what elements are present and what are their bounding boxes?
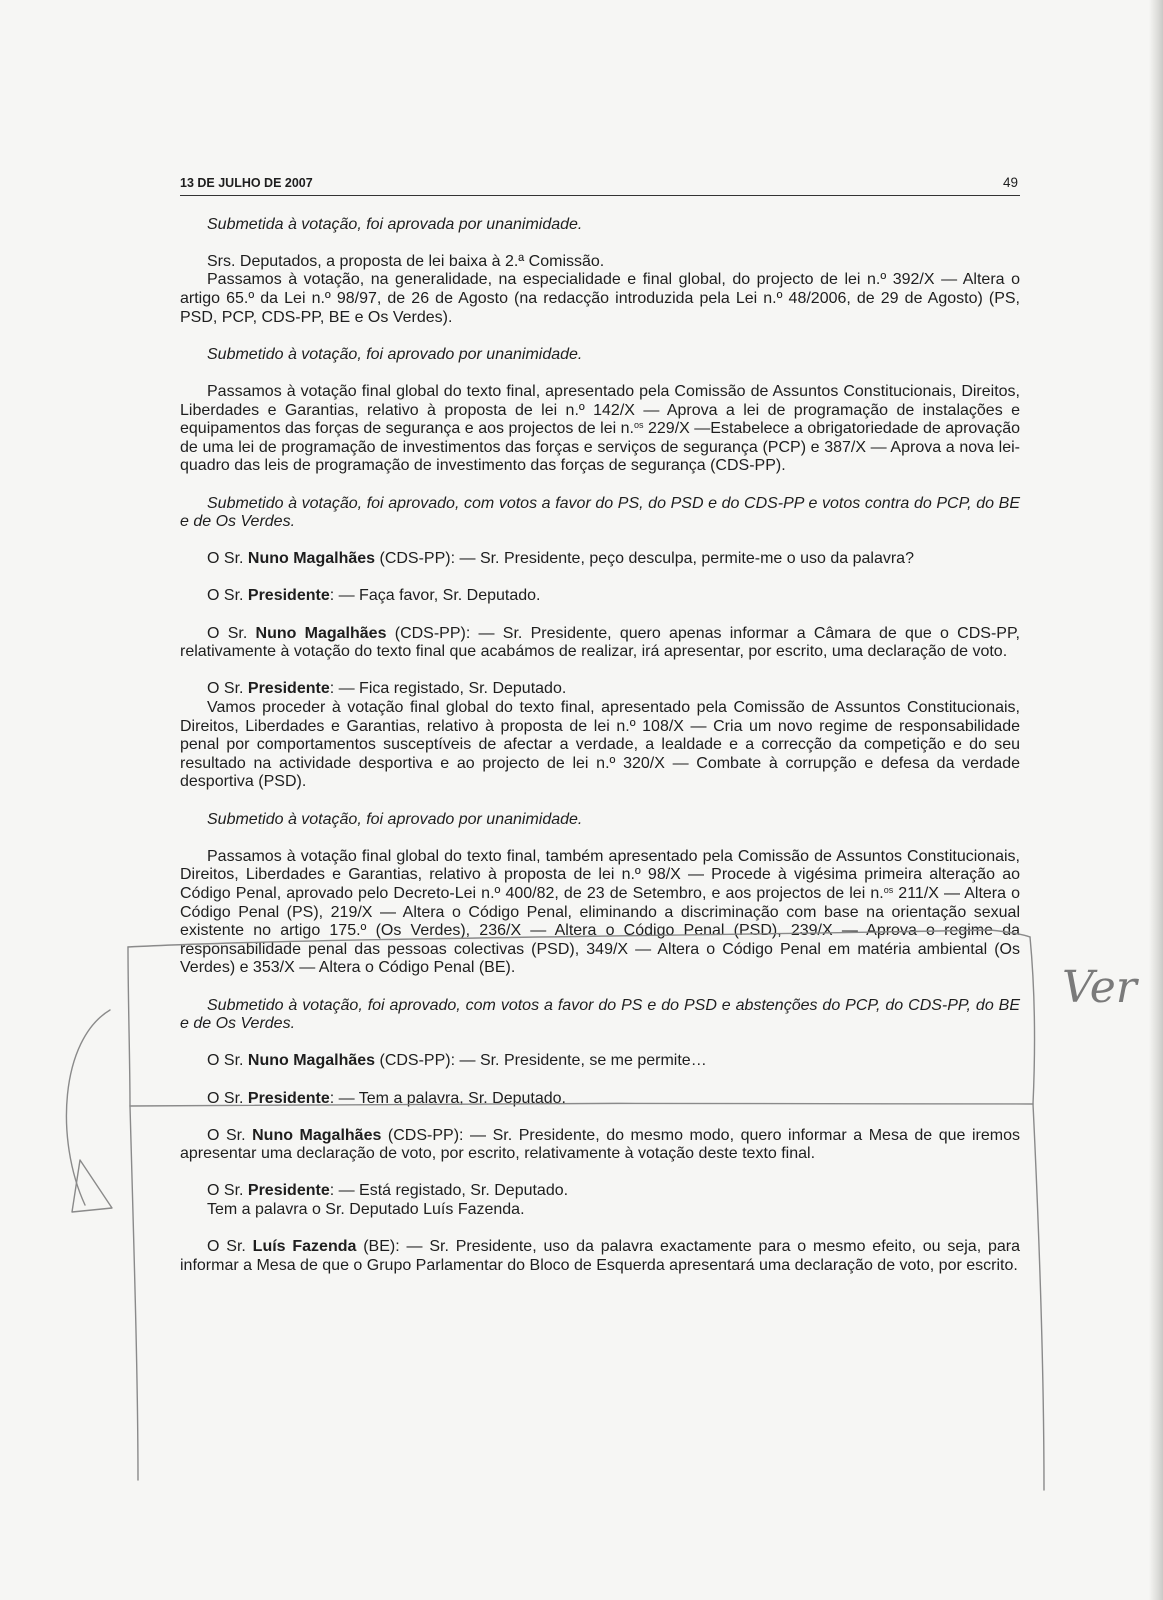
vote-result: Submetido à votação, foi aprovado, com votos a favor do PS e do PSD e abstenções do PCP, do CDS-PP, do BE e de Os Verdes. <box>180 996 1020 1033</box>
header-date: 13 DE JULHO DE 2007 <box>180 176 313 190</box>
superscript: os <box>883 884 894 895</box>
speech <box>180 625 1020 662</box>
page-header <box>180 174 1020 196</box>
speech-prefix: O Sr. <box>207 624 256 642</box>
speech <box>180 1127 1020 1164</box>
paragraph-text: 211/X — Altera o Código Penal (PS), 219/X — Altera o Código Penal, eliminando a discriminação com base na orientação sexual existente no artigo 175.º (Os Verdes), 236/X — Altera o Código Penal (PSD), 239/X — Aprova o regime da responsabilidade penal das pessoas colectivas (PSD), 349/X — Altera o Código Penal em matéria ambiental (Os Verdes) e 353/X — Altera o Código Penal (BE). <box>180 884 1021 977</box>
page-number: 49 <box>1002 175 1018 190</box>
speech <box>180 1182 1020 1201</box>
speaker-name: Presidente <box>247 1182 330 1200</box>
margin-note-ver: Ver <box>1062 962 1137 1013</box>
speaker-name: Presidente <box>247 587 330 605</box>
speaker-name: Nuno Magalhães <box>247 550 376 568</box>
speaker-name: Presidente <box>247 680 330 698</box>
margin-arrow-head <box>72 1160 112 1212</box>
speech-text: (CDS-PP): — Sr. Presidente, se me permite… <box>375 1052 707 1070</box>
speech <box>180 680 1020 699</box>
vote-result: Submetido à votação, foi aprovado por unanimidade. <box>207 345 583 363</box>
speech-prefix: O Sr. <box>207 1238 253 1256</box>
paragraph-text: 229/X —Estabelece a obrigatoriedade de aprovação de uma lei de programação de investimentos das forças e serviços de segurança (PCP) e 387/X — Aprova a nova lei-quadro das leis de programação de investimento das forças de segurança (CDS-PP). <box>180 420 1020 475</box>
speaker-name: Nuno Magalhães <box>247 1052 376 1070</box>
paragraph-text: Passamos à votação final global do texto final, também apresentado pela Comissão de Assuntos Constitucionais, Direitos, Liberdades e Garantias, relativo à proposta de lei n.º 98/X — Procede à vigésima primeira alteração ao Código Penal, aprovado pelo Decreto-Lei n.º 400/82, de 23 de Setembro, e aos projectos de lei n. <box>180 847 1020 902</box>
vote-result: Submetida à votação, foi aprovada por unanimidade. <box>207 215 583 233</box>
page-edge-shadow <box>1149 0 1163 1600</box>
speech <box>180 587 1020 606</box>
superscript: os <box>634 420 644 431</box>
speech-prefix: O Sr. <box>207 1089 248 1107</box>
speech-prefix: O Sr. <box>207 550 248 568</box>
speech-prefix: O Sr. <box>207 587 248 605</box>
box-left-line <box>128 947 130 1106</box>
speaker-name: Nuno Magalhães <box>252 1126 382 1144</box>
speech-text: (CDS-PP): — Sr. Presidente, quero apenas informar a Câmara de que o CDS-PP, relativamente à votação do texto final que acabámos de realizar, irá apresentar, por escrito, uma declaração de voto. <box>180 624 1021 661</box>
vote-result: Submetido à votação, foi aprovado por unanimidade. <box>207 810 583 828</box>
speech-prefix: O Sr. <box>207 1126 253 1144</box>
vote-result: Submetido à votação, foi aprovado, com votos a favor do PS, do PSD e do CDS-PP e votos contra do PCP, do BE e de Os Verdes. <box>180 494 1020 531</box>
speech-text: : — Tem a palavra, Sr. Deputado. <box>329 1089 566 1107</box>
bracket-left-line <box>130 1106 138 1480</box>
speech <box>180 1090 1020 1109</box>
paragraph: Srs. Deputados, a proposta de lei baixa à 2.ª Comissão. <box>207 252 605 270</box>
speech-text: (CDS-PP): — Sr. Presidente, do mesmo modo, quero informar a Mesa de que iremos apresentar uma declaração de voto, por escrito, relativamente à votação deste texto final. <box>180 1126 1021 1163</box>
margin-arrow-curve <box>66 1010 110 1205</box>
speech-text: : — Faça favor, Sr. Deputado. <box>329 587 541 605</box>
box-right-line <box>1030 937 1035 1104</box>
paragraph: Tem a palavra o Sr. Deputado Luís Fazenda. <box>207 1201 525 1219</box>
document-body <box>180 216 1020 1276</box>
paragraph <box>180 383 1020 476</box>
speech-text: (BE): — Sr. Presidente, uso da palavra exactamente para o mesmo efeito, ou seja, para informar a Mesa de que o Grupo Parlamentar do Bloco de Esquerda apresentará uma declaração de voto, por escrito. <box>180 1238 1020 1274</box>
document-page <box>180 174 1020 1275</box>
speech <box>180 1238 1020 1275</box>
paragraph-text: Passamos à votação final global do texto final, apresentado pela Comissão de Assuntos Constitucionais, Direitos, Liberdades e Garantias, relativo à proposta de lei n.º 142/X — Aprova a lei de programação de instalações e equipamentos das forças de segurança e aos projectos de lei n. <box>180 382 1020 438</box>
paragraph: Vamos proceder à votação final global do texto final, apresentado pela Comissão de Assuntos Constitucionais, Direitos, Liberdades e Garantias, relativo à proposta de lei n.º 108/X — Cria um novo regime de responsabilidade penal por comportamentos susceptíveis de afectar a verdade, a lealdade e a correcção da competição e do seu resultado na actividade desportiva e ao projecto de lei n.º 320/X — Combate à corrupção e defesa da verdade desportiva (PSD). <box>180 699 1020 791</box>
speaker-name: Luís Fazenda <box>252 1238 357 1256</box>
bracket-right-line <box>1033 1104 1044 1490</box>
paragraph: Passamos à votação, na generalidade, na especialidade e final global, do projecto de lei n.º 392/X — Altera o artigo 65.º da Lei n.º 98/97, de 26 de Agosto (na redacção introduzida pela Lei n.º 48/2006, de 29 de Agosto) (PS, PSD, PCP, CDS-PP, BE e Os Verdes). <box>180 271 1020 326</box>
speech <box>180 1052 1020 1071</box>
speech-prefix: O Sr. <box>207 1052 248 1070</box>
speech-text: : — Está registado, Sr. Deputado. <box>329 1182 569 1200</box>
speech-text: (CDS-PP): — Sr. Presidente, peço desculpa, permite-me o uso da palavra? <box>375 550 914 568</box>
speaker-name: Nuno Magalhães <box>255 624 387 642</box>
speaker-name: Presidente <box>247 1089 330 1107</box>
speech-text: : — Fica registado, Sr. Deputado. <box>329 680 567 698</box>
speech-prefix: O Sr. <box>207 1182 248 1200</box>
speech <box>180 550 1020 569</box>
speech-prefix: O Sr. <box>207 680 248 698</box>
boxed-paragraph <box>180 848 1020 978</box>
